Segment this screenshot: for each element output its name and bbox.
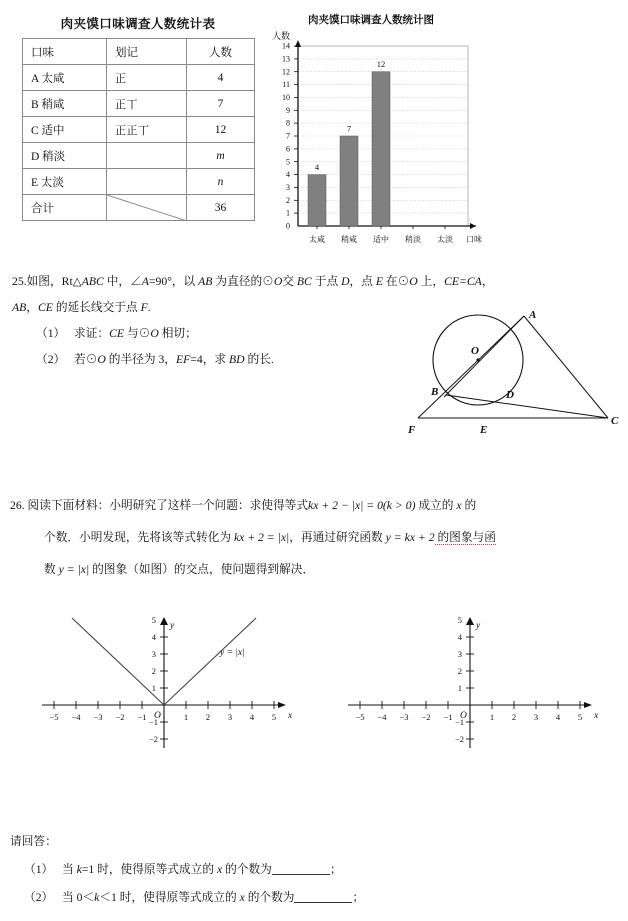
q25-t15: 在⊙ <box>382 275 410 288</box>
chart-y-tick-labels <box>282 42 290 231</box>
q25-t7: 为直径的⊙ <box>212 275 274 288</box>
q25-t23: 的延长线交于点 <box>52 301 141 314</box>
y-tick-label: 1 <box>151 683 156 693</box>
diagonal-strike-cell <box>107 195 187 221</box>
q26-line-1 <box>10 492 476 520</box>
row-count: 36 <box>187 195 255 221</box>
y-tick-label: 3 <box>151 649 156 659</box>
y-tick-label: 2 <box>457 666 462 676</box>
graph-left-y-labels <box>149 615 158 744</box>
q25-sub1-t2: CE <box>109 327 125 340</box>
label-e: E <box>480 424 488 436</box>
x-axis-label: x <box>594 711 599 721</box>
y-tick-label: 2 <box>151 666 156 676</box>
x-tick-label: 稍咸 <box>341 235 357 244</box>
label-a: A <box>529 309 537 321</box>
row-count: 4 <box>187 65 255 91</box>
x-tick-label: 3 <box>533 712 539 722</box>
statistics-table-block <box>22 14 254 221</box>
row-count: 7 <box>187 91 255 117</box>
x-tick-label: 太淡 <box>437 235 453 244</box>
q25-sub1-number: （1） <box>36 327 66 340</box>
row-tally <box>107 91 187 117</box>
coordinate-graphs-section <box>0 600 628 755</box>
x-tick-label: −4 <box>71 712 81 722</box>
q26-equation-2: kx + 2 = |x| <box>233 531 290 544</box>
x-tick-label: 稍淡 <box>405 235 421 244</box>
x-tick-label: −5 <box>49 712 59 722</box>
y-tick-label: −2 <box>148 734 158 744</box>
row-tally <box>107 117 187 143</box>
y-tick-label: 13 <box>282 54 290 64</box>
q25-sub-2 <box>36 346 274 374</box>
answer-1-blank-field[interactable] <box>272 863 330 875</box>
segment-ac <box>524 316 608 418</box>
tally-marks: 正 <box>115 71 127 85</box>
q25-t4: A <box>141 275 149 288</box>
x-tick-label: −2 <box>115 712 125 722</box>
answer-2-k: k <box>94 891 100 904</box>
q25-sub2-t3: 的半径为 3， <box>105 353 176 366</box>
q26-equation-4: y = |x| <box>58 563 90 576</box>
y-tick-label: 7 <box>286 131 290 141</box>
q25-sub1-t1: 求证： <box>74 327 110 340</box>
q26-t1: 阅读下面材料：小明研究了这样一个问题：求使得等式 <box>27 499 309 512</box>
q25-sub2-t6: BD <box>229 353 245 366</box>
row-flavor: D 稍淡 <box>23 143 107 169</box>
q25-t13: ，点 <box>349 275 376 288</box>
flavor-statistics-table <box>22 38 255 221</box>
table-header-tally: 划记 <box>107 39 187 65</box>
chart-y-axis-label: 人数 <box>272 32 291 42</box>
x-tick-label: −1 <box>137 712 147 722</box>
bar-value-label: 4 <box>314 162 320 172</box>
bar-value-label: 12 <box>376 59 386 69</box>
table-header-row <box>23 39 255 65</box>
x-tick-label: −3 <box>93 712 103 722</box>
answer-1-x: x <box>216 863 223 876</box>
q25-t16: O <box>409 275 418 288</box>
label-d: D <box>506 389 514 401</box>
x-tick-label: 4 <box>249 712 255 722</box>
x-axis-label: x <box>288 711 293 721</box>
statistics-section <box>0 0 628 262</box>
bar-shaoxian <box>340 136 358 226</box>
table-row <box>23 143 255 169</box>
x-tick-label: 1 <box>183 712 189 722</box>
q25-line-2 <box>12 294 412 322</box>
graph-left-absolute-value <box>24 600 304 750</box>
q26-line-3 <box>44 556 314 584</box>
q25-t17: 上， <box>417 275 445 288</box>
y-tick-label: 4 <box>151 632 156 642</box>
y-tick-label: 2 <box>286 195 290 205</box>
tally-marks: 正丅 <box>115 97 138 111</box>
q25-sub-1 <box>36 320 197 348</box>
chart-bars <box>308 72 390 226</box>
label-b: B <box>431 386 439 398</box>
q25-sub1-t4: O <box>150 327 159 340</box>
bar-value-label: 7 <box>346 123 352 134</box>
tally-marks: 正正丅 <box>115 123 150 137</box>
x-tick-label: −1 <box>443 712 453 722</box>
answer-1-t2: =1 时，使得原等式成立的 <box>81 863 217 876</box>
q26-t4: 的 <box>461 499 477 512</box>
row-flavor: B 稍咸 <box>23 91 107 117</box>
x-tick-label: 4 <box>555 712 561 722</box>
answer-item-1 <box>24 856 342 884</box>
x-tick-label: −3 <box>399 712 409 722</box>
graph-right-x-labels <box>355 712 582 722</box>
curve-label-y-abs-x: y = |x| <box>220 648 245 658</box>
q26-equation-1: kx + 2 − |x| = 0(k > 0) <box>308 499 416 512</box>
x-tick-label: 2 <box>205 712 211 722</box>
answer-1-t1: 当 <box>62 863 77 876</box>
y-tick-label: 14 <box>282 41 290 51</box>
table-header-flavor: 口味 <box>23 39 107 65</box>
q25-t22: CE <box>37 301 53 314</box>
graph-right-blank <box>330 600 610 750</box>
row-count: n <box>187 169 255 195</box>
q25-t5: =90°，以 <box>148 275 199 288</box>
row-tally <box>107 169 187 195</box>
x-tick-label: 5 <box>271 712 277 722</box>
y-tick-label: −2 <box>454 734 464 744</box>
table-total-row <box>23 195 255 221</box>
answer-1-t3: 的个数为 <box>222 863 272 876</box>
q25-line-1 <box>12 268 622 296</box>
x-tick-label: 3 <box>227 712 233 722</box>
bar-chart-svg <box>258 26 484 262</box>
q26-line-2 <box>44 524 496 552</box>
q25-t8: O <box>273 275 283 288</box>
y-axis-label: y <box>170 621 175 631</box>
y-axis-label: y <box>476 621 481 631</box>
q26-number: 26. <box>10 499 25 512</box>
row-count: 12 <box>187 117 255 143</box>
x-tick-label: 1 <box>489 712 495 722</box>
y-tick-label: 4 <box>457 632 462 642</box>
q25-t6: AB <box>198 275 213 288</box>
geometry-figure-circle-triangle <box>398 300 626 440</box>
q25-t9: 交 <box>282 275 297 288</box>
answer-2-t1: 当 0＜ <box>62 891 95 904</box>
x-tick-label: −2 <box>421 712 431 722</box>
answer-prompt-heading: 请回答： <box>10 835 57 848</box>
q26-equation-3: y = kx + 2 <box>385 531 435 544</box>
q25-sub2-t2: O <box>97 353 106 366</box>
q25-t19: ， <box>481 275 494 288</box>
chart-x-axis-label: 口味 <box>466 235 482 244</box>
answer-2-t2: ＜1 时，使得原等式成立的 <box>99 891 240 904</box>
row-flavor: 合计 <box>23 195 107 221</box>
origin-label: O <box>154 711 161 721</box>
y-tick-label: 11 <box>282 80 290 90</box>
x-tick-label: 2 <box>511 712 517 722</box>
q25-t20: AB <box>12 301 27 314</box>
y-tick-label: 3 <box>286 183 290 192</box>
q25-t2: ABC <box>81 275 104 288</box>
y-tick-label: 1 <box>286 208 290 218</box>
y-tick-label: 6 <box>286 144 290 154</box>
y-tick-label: 4 <box>286 170 290 180</box>
y-tick-label: 5 <box>286 157 290 167</box>
row-flavor: A 太咸 <box>23 65 107 91</box>
q25-t3: 中，∠ <box>103 275 142 288</box>
q25-t18: CE=CA <box>444 275 482 288</box>
q25-t14: E <box>375 275 383 288</box>
q25-sub2-t5: =4，求 <box>190 353 229 366</box>
answer-1-k: k <box>76 863 82 876</box>
q25-t12: D <box>341 275 350 288</box>
chart-title: 肉夹馍口味调查人数统计图 <box>308 14 434 26</box>
y-tick-label: 1 <box>457 683 462 693</box>
q26-t6: ，再通过研究函数 <box>289 531 386 544</box>
q25-number: 25. <box>12 275 27 288</box>
y-tick-label: −1 <box>454 717 464 727</box>
segment-bc <box>446 395 608 418</box>
x-tick-label: −5 <box>355 712 365 722</box>
graph-right-y-labels <box>455 615 464 744</box>
q25-t1: 如图，Rt△ <box>26 275 82 288</box>
answer-2-x: x <box>239 891 245 904</box>
row-count: m <box>187 143 255 169</box>
y-tick-label: 5 <box>457 615 462 625</box>
bar-chart-block <box>258 12 484 262</box>
y-tick-label: 8 <box>286 118 290 128</box>
q25-sub2-t7: 的长. <box>244 353 274 366</box>
bar-taixian <box>308 175 326 226</box>
q26-t9: 的图象（如图）的交点，使问题得到解决． <box>89 563 315 576</box>
chart-x-tick-labels <box>309 234 482 244</box>
y-tick-label: 3 <box>457 649 462 659</box>
table-row <box>23 91 255 117</box>
q25-sub2-number: （2） <box>36 353 66 366</box>
q26-t7: 的图象与函 <box>434 531 496 544</box>
answer-item-2 <box>24 884 364 912</box>
x-tick-label: −4 <box>377 712 387 722</box>
table-row <box>23 117 255 143</box>
answer-1-t4: ； <box>329 863 342 876</box>
bar-shizhong <box>372 72 390 226</box>
y-tick-label: 9 <box>286 105 290 115</box>
q25-t10: BC <box>296 275 312 288</box>
y-tick-label: 0 <box>286 221 290 231</box>
x-tick-label: 适中 <box>373 235 389 244</box>
q26-t3: x <box>456 499 462 512</box>
row-flavor: E 太淡 <box>23 169 107 195</box>
q25-t25: . <box>147 301 151 314</box>
row-flavor: C 适中 <box>23 117 107 143</box>
answer-1-number: （1） <box>24 863 54 876</box>
q25-t21: ， <box>26 301 38 314</box>
table-row <box>23 65 255 91</box>
label-c: C <box>611 415 619 427</box>
row-tally <box>107 65 187 91</box>
x-tick-label: 太咸 <box>309 235 325 244</box>
q25-t11: 于点 <box>311 275 342 288</box>
graph-left-x-labels <box>49 712 276 722</box>
q25-sub2-t4: EF <box>175 353 191 366</box>
y-tick-label: 10 <box>282 93 290 102</box>
row-tally <box>107 143 187 169</box>
q26-t5: 个数．小明发现，先将该等式转化为 <box>44 531 234 544</box>
label-o: O <box>471 345 479 357</box>
y-tick-label: 5 <box>151 615 156 625</box>
q25-sub1-t5: 相切； <box>158 327 197 340</box>
y-tick-label: 12 <box>282 67 290 77</box>
answer-2-t4: ； <box>352 891 365 904</box>
x-tick-label: 5 <box>577 712 583 722</box>
table-header-count: 人数 <box>187 39 255 65</box>
q26-t8: 数 <box>44 563 59 576</box>
answer-2-blank-field[interactable] <box>294 891 352 903</box>
diagonal-line-icon <box>107 195 187 221</box>
origin-label: O <box>460 711 467 721</box>
table-title: 肉夹馍口味调查人数统计表 <box>60 16 216 31</box>
q25-t24: F <box>140 301 148 314</box>
answer-2-t3: 的个数为 <box>244 891 295 904</box>
label-f: F <box>408 424 416 436</box>
answer-2-number: （2） <box>24 891 54 904</box>
y-tick-label: −1 <box>148 717 158 727</box>
q26-t2: 成立的 <box>415 499 457 512</box>
q25-sub2-t1: 若⊙ <box>74 353 98 366</box>
q25-sub1-t3: 与⊙ <box>124 327 151 340</box>
table-row <box>23 169 255 195</box>
